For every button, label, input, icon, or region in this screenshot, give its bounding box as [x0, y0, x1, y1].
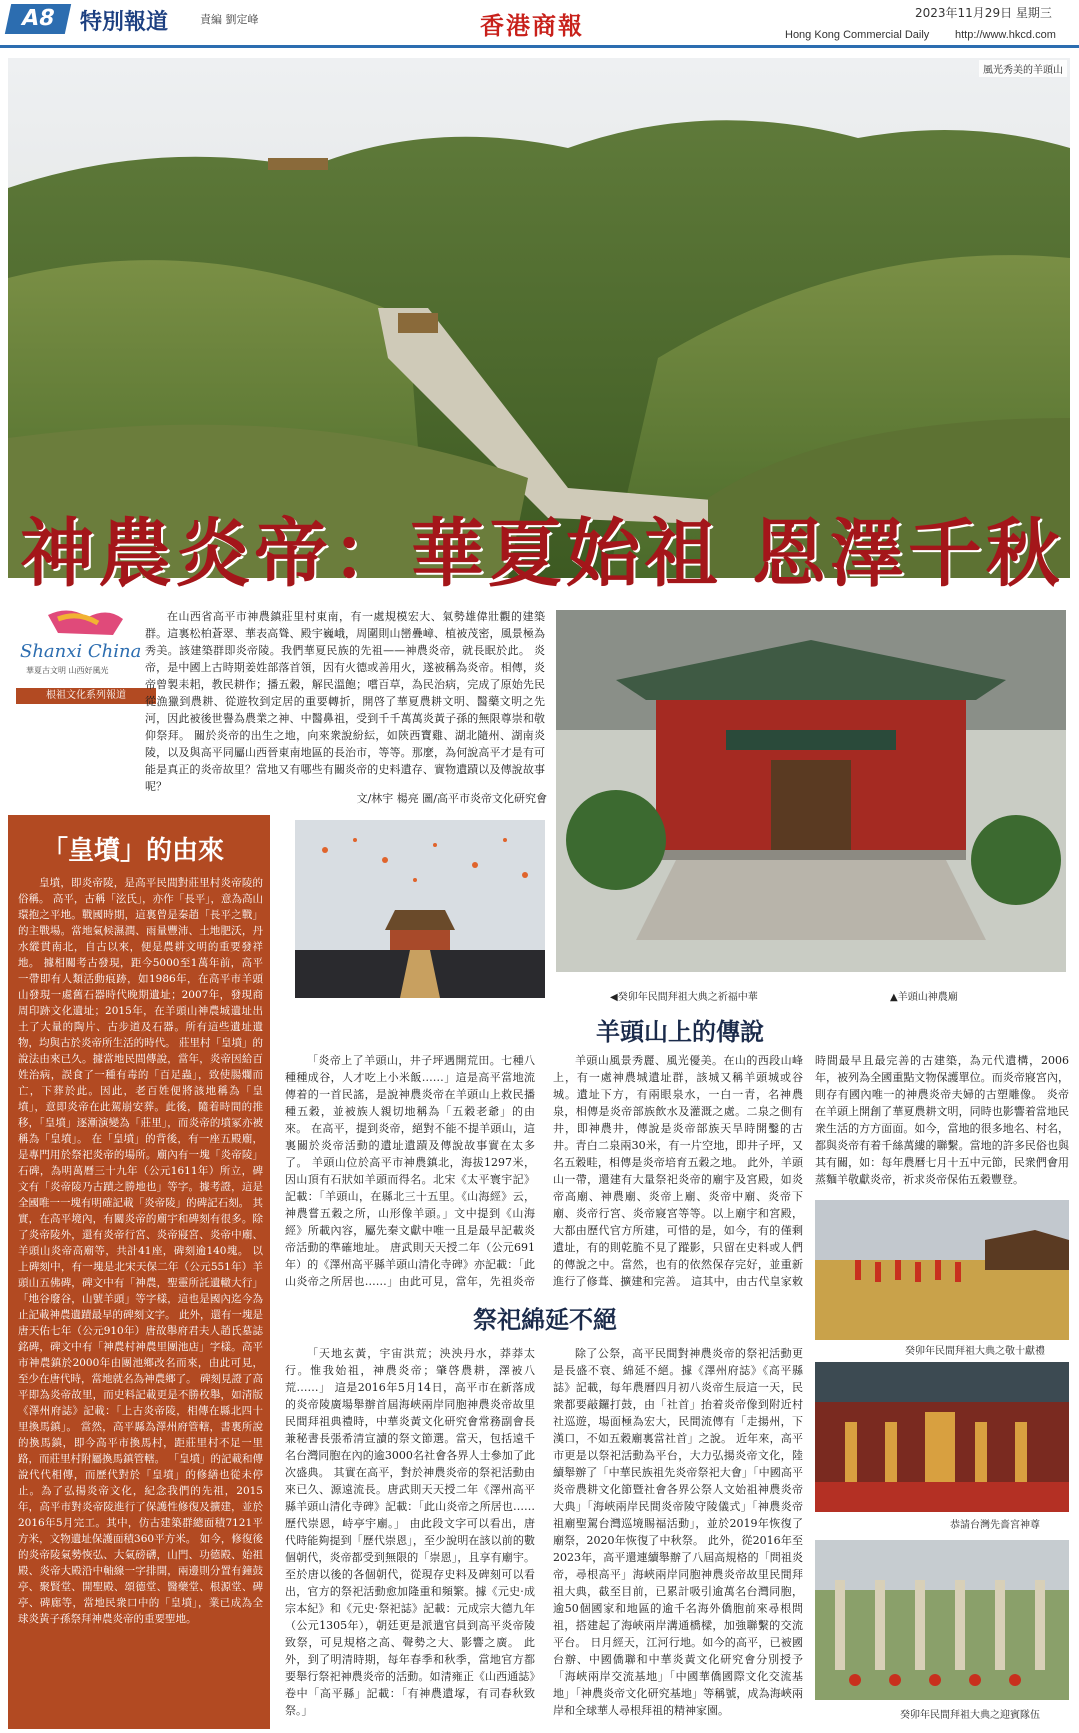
ceremony-photo-2 — [815, 1200, 1069, 1340]
legend-title: 羊頭山上的傳說 — [596, 1018, 764, 1046]
main-headline: 神農炎帝：華夏始祖 恩澤千秋 — [20, 511, 1064, 597]
section-title: 特別報道 — [80, 10, 169, 35]
website-url: http://www.hkcd.com — [955, 29, 1056, 41]
logo-text: Shanxi China — [20, 641, 142, 662]
intro-text: 在山西省高平市神農鎮莊里村東南，有一處規模宏大、氣勢雄偉壯觀的建築群。這裏松柏蒼翠、華表高聳、殿宇巍峨，周圍則山巒疊嶂、植被茂密，風景極為秀美。該建築群即炎帝陵。我們華夏民族的先祖——神農炎帝，就長眠於此。 炎帝，是中國上古時期姜姓部落首領，因有火德或善用火，遂被稱為炎帝。相傳，炎帝曾製耒耜，教民耕作；播五穀，解民溫飽；嚐百草，為民治病，完成了原始先民從漁獵到農耕、從遊牧到定居的重要轉折，開啓了華夏農耕文明、醫藥文明之先河，因此被後世譽為農業之神、中醫鼻祖，受到千千萬萬炎黃子孫的無限尊崇和敬仰祭拜。 關於炎帝的出生之地，向來衆說紛紜，如陝西寶雞、湖北隨州、湖南炎陵，以及與高平同屬山西晉東南地區的長治市，等等。那麼，為何說高平才是有可能是真正的炎帝故里？當地又有哪些有關炎帝的史料遺存、實物遺蹟以及傳說故事呢？ — [145, 610, 545, 793]
sidebar-title: 「皇墳」的由來 — [42, 836, 225, 866]
sidebar-body: 皇墳，即炎帝陵，是高平民間對莊里村炎帝陵的俗稱。 高平，古稱「泫氏」，亦作「長平」，意為高山環抱之平地。戰國時期，這裏曾是秦趙「長平之戰」的主戰場。當地氣候濕潤、雨量豐沛、土地肥沃，丹水縱貫南北，自古以來，便是農耕文明的重要發祥地。 據相關考古發現，距今5000至1萬年前，高平一帶即有人類活動痕跡，如1986年，在高平市羊頭山發現一處舊石器時代晚期遺址；2007年，發現商周印跡文化遺址；2015年，在羊頭山神農城遺址出土了大量的陶片、古步道及石器。所有這些遺址遺物，均與古於炎帝所生活的時代。 莊里村「皇墳」的說法由來已久。據當地民間傳說，當年，炎帝因給百姓治病，誤食了一種有毒的「百足蟲」，致使腸爛而亡，下葬於此。因此，老百姓便將該地稱為「皇墳」，意即炎帝在此駕崩安葬。此後，隨着時間的推移，「皇墳」逐漸演變為「莊里」，而炎帝的墳冢亦被稱為「皇墳」。 在「皇墳」的背後，有一座五殿廟，是專門用於祭祀炎帝的場所。廟內有一塊「炎帝陵」石碑，為明萬曆三十九年（公元1611年）所立，碑文有「炎帝陵乃古蹟之勝地也」等字。據考證，這是全國唯一一塊有明確記載「炎帝陵」的碑記石刻。 其實，在高平境內，有關炎帝的廟宇和碑刻有很多。除了炎帝陵外，還有炎帝行宮、炎帝寢宮、炎帝中廟、羊頭山炎帝高廟等，共計41座，碑刻逾140塊。 以上碑刻中，有一塊是北宋天保二年（公元551年）羊頭山五佛碑，碑文中有「神農，聖靈所託遺轍大行」「地谷廢谷，山號羊頭」等字樣，這也是國內迄今為止記載神農遺蹟最早的碑刻文字。 此外，還有一塊是唐天佑七年（公元910年）唐故舉府君夫人趙氏墓誌銘碑，碑文中有「神農村神農里團池店」字樣。高平市神農鎮於2000年由團池鄉改名而來，由此可見，至少在唐代時，當地就名為神農鄉了。 碑刻見證了高平即為炎帝故里，而史料記載更是不勝枚舉，如清版《澤州府誌》記載：「上古炎帝陵，相傳在縣北四十里換馬鎮」。 當然，高平縣為澤州府管轄，書裏所說的換馬鎮，即今高平市換馬村，距莊里村不足一里路，而莊里村附屬換馬鎮管轄。 「皇墳」的記載和傳說代代相傳，而歷代對於「皇墳」的修繕也從未停止。為了弘揚炎帝文化，紀念我們的先祖，2015年，高平市對炎帝陵進行了保護性修復及擴建，並於2016年5月完工。其中，仿古建築群總面積7121平方米，文物遺址保護面積360平方米。 如今，修復後的炎帝陵氣勢恢弘、大氣磅礴，山門、功德殿、始祖殿、炎帝大殿沿中軸線一字排開，兩邊則分置有鐘鼓亭、聚賢堂、開聖殿、頌德堂、醫藥堂、根源堂、碑亭、碑廊等，當地民衆口中的「皇墳」，業已成為全球炎黃子孫祭拜神農炎帝的重要聖地。 — [18, 877, 263, 1625]
temple-caption: ▲羊頭山神農廟 — [890, 992, 958, 1003]
page-number: A8 — [5, 4, 71, 34]
legend-col-3: 時間最早且最完善的古建築，為元代遺構，2006年，被列為全國重點文物保護單位。而炎帝寢宮內，則存有國內唯一的神農炎帝夫婦的古塑雕像。 炎帝在羊頭上開創了華夏農耕文明，同時也影響着當地民衆生活的方方面面。如今，當地的很多地名、村名，都與炎帝有着千絲萬縷的聯繫。當地的許多民俗也與其有關，如：每年農曆七月十五中元節，民衆們會用蒸麵羊敬獻炎帝，祈求炎帝保佑五穀豐登。 — [815, 1054, 1069, 1186]
ceremony-photo-3 — [815, 1362, 1069, 1512]
hero-caption: 風光秀美的羊頭山 — [979, 60, 1067, 77]
series-tag: 根祖文化系列報道 — [16, 688, 156, 704]
logo-slogan: 華夏古文明 山西好風光 — [26, 666, 109, 675]
rites-col-2: 除了公祭，高平民間對神農炎帝的祭祀活動更是長盛不衰、綿延不絕。據《澤州府誌》《高平縣誌》記載，每年農曆四月初八炎帝生辰這一天，民衆都要敲鑼打鼓，由「社首」抬着炎帝像到附近村社巡遊，場面極為宏大，民間流傳有「走揚州，下漢口，不如五穀廟裏當社首」之說。 近年來，高平市更是以祭祀活動為平台，大力弘揚炎帝文化，陸續舉辦了「中華民族祖先炎帝祭祀大會」「中國高平炎帝農耕文化節暨社會各界公祭人文始祖神農炎帝大典」「海峽兩岸民間炎帝陵守陵儀式」「神農炎帝祖廟聖駕台灣巡境賜福活動」，並於2019年恢復了廟祭，2020年恢復了中秋祭。 此外，從2016年至2023年，高平還連續舉辦了八屆高規格的「問祖炎帝，尋根高平」海峽兩岸同胞神農炎帝故里民間拜祖大典，截至目前，已累計吸引逾萬名台灣同胞，逾50個國家和地區的逾千名海外僑胞前來尋根問祖，搭建起了海峽兩岸溝通橋樑，加強聯繫的交流平台。 日月經天，江河行地。如今的高平，已被國台辦、中國僑聯和中華炎黃文化研究會分別授予「海峽兩岸交流基地」「中國華僑國際文化交流基地」「神農炎帝文化研究基地」等稱號，成為海峽兩岸和全球華人尋根拜祖的精神家園。 — [553, 1347, 803, 1717]
rites-title: 祭祀綿延不絕 — [473, 1306, 617, 1334]
newspaper-logo: 香港商報 — [480, 11, 584, 40]
legend-col-1: 「炎帝上了羊頭山，井子坪遇開荒田。七種八種種成谷，人才吃上小米飯……」這是高平當地流傳着的一首民謠，是說神農炎帝在羊頭山上救民播種五穀，並被族人親切地稱為「五穀老爺」的由來。 在高平，提到炎帝，絕對不能不提羊頭山，這裏關於炎帝活動的遺址遺蹟及傳說故事實在太多了。 羊頭山位於高平市神農鎮北，海拔1297米，因山頂有石狀如羊頭而得名。北宋《太平寰宇記》記載：「羊頭山，在縣北三十五里。《山海經》云，神農嘗五穀之所，山形像羊頭。」文中提到《山海經》所載內容，屬先秦文獻中唯一且是最早記載炎帝活動的準確地址。 唐武則天天授二年（公元691年）的《澤州高平縣羊頭山清化寺碑》亦記載：「此山炎帝之所居也……」由此可見，當年，先祖炎帝 — [285, 1054, 535, 1288]
english-name: Hong Kong Commercial Daily — [785, 29, 930, 41]
temple-photo — [556, 610, 1066, 972]
byline: 文/林宇 楊亮 圖/高平市炎帝文化研究會 — [356, 792, 547, 805]
ceremony-photo — [295, 820, 545, 998]
issue-date: 2023年11月29日 星期三 — [915, 6, 1052, 20]
ceremony-caption: ◀癸卯年民間拜祖大典之祈福中華 — [610, 992, 758, 1003]
editor-credit: 責編 劉定峰 — [200, 13, 259, 26]
shanxi-china-logo — [18, 605, 143, 680]
legend-col-2: 羊頭山風景秀麗、風光優美。在山的西段山峰上，有一處神農城遺址群，該城又稱羊頭城或谷城。遺址下方，有兩眼泉水，一白一青，名神農泉，相傳是炎帝部族飲水及灌溉之處。二泉之側有井，即神農井，傳說是炎帝部族天旱時開鑿的古井。青白二泉兩30米，有一片空地，即井子坪，又名五穀畦，相傳是炎帝培育五穀之地。 此外，羊頭山一帶，還建有大量祭祀炎帝的廟宇及宮殿，如炎帝高廟、神農廟、炎帝上廟、炎帝中廟、炎帝下廟、炎帝行宮、炎帝寢宮等等。以上廟宇和宮殿，大都由歷代官方所建，可惜的是，如今，有的僅剩遺址，有的則乾脆不見了蹤影，只留在史料或人們的傳說之中。當然，也有的依然保存完好，並重新進行了修葺、擴建和完善。 這其中，由古代皇家敕 — [553, 1054, 803, 1288]
side-caption-2: 恭請台灣先嗇宮神尊 — [950, 1520, 1040, 1531]
rites-col-1: 「天地玄黃，宇宙洪荒；泱泱丹水，莽莽太行。惟我始祖，神農炎帝；肇啓農耕，澤被八荒……」 這是2016年5月14日，高平市在新落成的炎帝陵廣場舉辦首屆海峽兩岸同胞神農炎帝故里民間拜祖典禮時，中華炎黃文化研究會常務副會長兼秘書長張希清宣讀的祭文節選。當天，包括遠千名台灣同胞在內的逾3000名社會各界人士參加了此次盛典。 其實在高平，對於神農炎帝的祭祀活動由來已久、源遠流長。唐武則天天授二年《澤州高平縣羊頭山清化寺碑》記載：「此山炎帝之所居也……歷代崇恩，峙亭宇廟。」 由此段文字可以看出，唐代時能夠提到「歷代崇恩」，至少說明在該以前的數個朝代，炎帝都受到無限的「崇恩」，且享有廟宇。 至於唐以後的各個朝代，從現存史料及碑刻可以看出，官方的祭祀活動愈加隆重和頻繁。據《元史·成宗本紀》和《元史·祭祀誌》記載：元成宗大德九年（公元1305年），朝廷更是派遣官員到高平炎帝陵致祭，可見規格之高、聲勢之大、影響之廣。 此外，到了明清時期，每年春季和秋季，當地官方都要舉行祭祀神農炎帝的活動。如清雍正《山西通誌》卷中「高平縣」記載：「有神農遺塚，有司春秋致祭。」 — [285, 1347, 535, 1717]
ceremony-photo-4 — [815, 1540, 1069, 1700]
side-caption-3: 癸卯年民間拜祖大典之迎賓隊伍 — [900, 1710, 1040, 1721]
side-caption-1: 癸卯年民間拜祖大典之敬十獻禮 — [905, 1346, 1045, 1357]
